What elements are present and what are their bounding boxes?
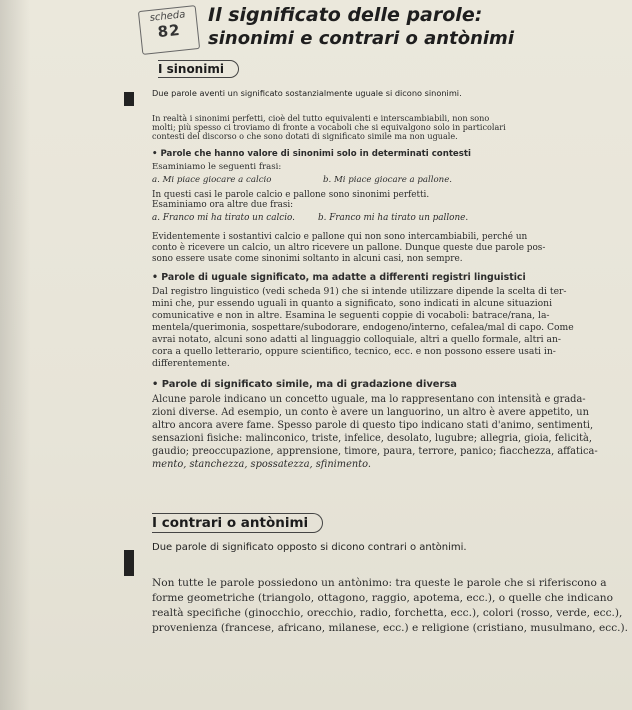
page-subtitle: sinonimi e contrari o antònimi bbox=[208, 28, 514, 49]
page-title: Il significato delle parole: bbox=[208, 4, 483, 26]
example-b: b. Mi piace giocare a pallone. bbox=[323, 175, 453, 185]
paragraph-line: Non tutte le parole possiedono un antònimo: tra queste le parole che si riferiscono a bbox=[152, 577, 607, 589]
paragraph-line: sono essere usate come sinonimi soltanto in alcuni casi, non sempre. bbox=[152, 254, 463, 264]
paragraph-line: conto è ricevere un calcio, un altro ricevere un pallone. Dunque queste due parole pos- bbox=[152, 243, 546, 253]
paragraph-line: mentela/querimonia, sospettare/subodorare, endogeno/interno, cefalea/mal di capo. Come bbox=[152, 322, 574, 333]
paragraph-line: Esaminiamo ora altre due frasi: bbox=[152, 200, 294, 210]
paragraph-line: avrai notato, alcuni sono adatti al linguaggio colloquiale, altri a quello formale, altri an- bbox=[152, 334, 562, 345]
paragraph-line: In questi casi le parole calcio e pallone sono sinonimi perfetti. bbox=[152, 190, 430, 200]
scheda-badge bbox=[138, 5, 200, 55]
paragraph-line: molti; più spesso ci troviamo di fronte a vocaboli che si equivalgono solo in particolari bbox=[152, 122, 506, 132]
paragraph-line: comunicative e non in altre. Esamina le seguenti coppie di vocaboli: batrace/rana, la- bbox=[152, 310, 550, 321]
paragraph-line: provenienza (francese, africano, milanese, ecc.) e religione (cristiano, musulmano, ecc.). bbox=[152, 622, 628, 634]
paragraph-line: mento, stanchezza, spossatezza, sfinimento. bbox=[152, 459, 371, 470]
paragraph-line: altro ancora avere fame. Spesso parole di questo tipo indicano stati d'animo, sentimenti, bbox=[152, 420, 594, 431]
point-title-3: • Parole di significato simile, ma di gradazione diversa bbox=[152, 379, 457, 390]
paragraph-line: realtà specifiche (ginocchio, orecchio, radio, forchetta, ecc.), colori (rosso, verde, ecc.), bbox=[152, 607, 623, 619]
paragraph-line: gaudio; preoccupazione, apprensione, timore, paura, terrore, panico; fiacchezza, affatica- bbox=[152, 446, 598, 457]
section-heading-contrari: I contrari o antònimi bbox=[152, 513, 323, 533]
example-a: a. Mi piace giocare a calcio bbox=[152, 175, 272, 185]
paragraph-line: differentemente. bbox=[152, 358, 230, 369]
definition-marker bbox=[124, 92, 134, 106]
paragraph-line: Dal registro linguistico (vedi scheda 91) che si intende utilizzare dipende la scelta di ter- bbox=[152, 286, 567, 297]
page-edge-shadow bbox=[0, 0, 30, 710]
badge-label: scheda bbox=[149, 9, 186, 24]
paragraph-line: Esaminiamo le seguenti frasi: bbox=[152, 162, 282, 172]
example-d: b. Franco mi ha tirato un pallone. bbox=[318, 213, 469, 223]
point-title-1: • Parole che hanno valore di sinonimi solo in determinati contesti bbox=[152, 149, 471, 159]
section-heading-sinonimi: I sinonimi bbox=[158, 60, 239, 78]
paragraph-line: sensazioni fisiche: malinconico, triste, infelice, desolato, lugubre; allegria, gioia, felicità, bbox=[152, 433, 592, 444]
point-title-2: • Parole di uguale significato, ma adatte a differenti registri linguistici bbox=[152, 272, 526, 283]
definition-marker bbox=[124, 550, 134, 576]
definition-contrari: Due parole di significato opposto si dicono contrari o antònimi. bbox=[152, 542, 467, 553]
paragraph-line: Evidentemente i sostantivi calcio e pallone qui non sono intercambiabili, perché un bbox=[152, 232, 528, 242]
paragraph-line: Alcune parole indicano un concetto uguale, ma lo rappresentano con intensità e grada- bbox=[152, 394, 586, 405]
paragraph-line: cora a quello letterario, oppure scientifico, tecnico, ecc. e non possono essere usati in- bbox=[152, 346, 556, 357]
paragraph-line: In realtà i sinonimi perfetti, cioè del tutto equivalenti e interscambiabili, non sono bbox=[152, 113, 490, 123]
paragraph-line: forme geometriche (triangolo, ottagono, raggio, apotema, ecc.), o quelle che indicano bbox=[152, 592, 614, 604]
paragraph-line: zioni diverse. Ad esempio, un conto è avere un languorino, un altro è avere appetito, un bbox=[152, 407, 589, 418]
example-c: a. Franco mi ha tirato un calcio. bbox=[152, 213, 295, 223]
definition-sinonimi: Due parole aventi un significato sostanzialmente uguale si dicono sinonimi. bbox=[152, 88, 462, 98]
badge-number: 82 bbox=[156, 20, 182, 42]
paragraph-line: contesti del discorso o che sono dotati di significato simile ma non uguale. bbox=[152, 131, 458, 141]
paragraph-line: mini che, pur essendo uguali in quanto a significato, sono indicati in alcune situazioni bbox=[152, 298, 553, 309]
